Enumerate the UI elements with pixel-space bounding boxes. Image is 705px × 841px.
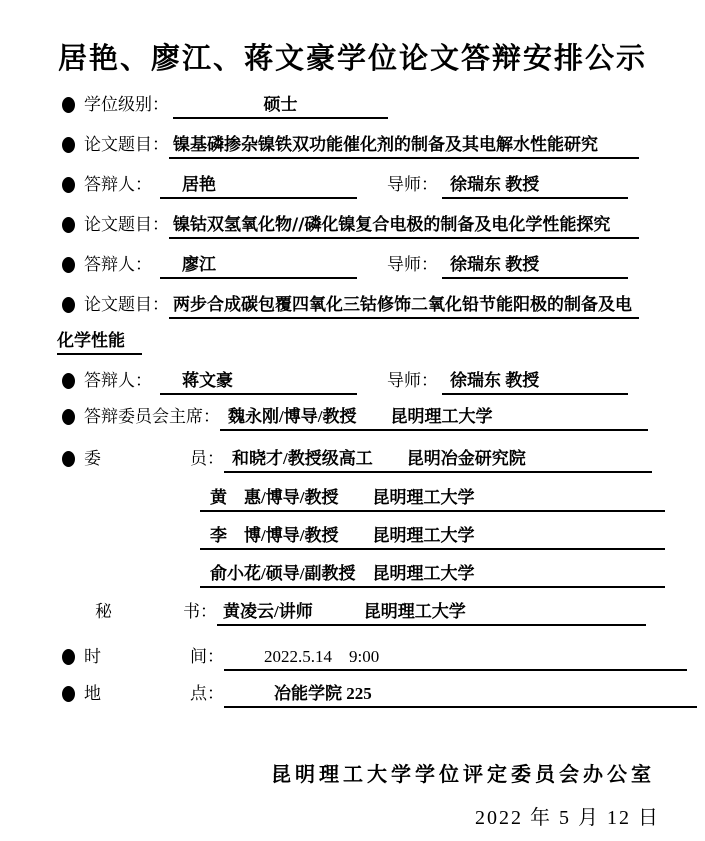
- time-label-second: 间：: [190, 647, 224, 666]
- secretary-label-second: 书：: [183, 602, 217, 621]
- time-label-first: 时: [84, 647, 101, 666]
- member-value-2: 黄 惠/博导/教授 昆明理工大学: [200, 483, 665, 512]
- defender-name-3: 蒋文豪: [160, 366, 357, 395]
- secretary-label: [95, 597, 217, 622]
- bullet-icon: [62, 177, 75, 193]
- thesis-label: 论文题目：: [84, 135, 169, 154]
- defender-name-2: 廖江: [160, 250, 357, 279]
- secretary-row: [95, 597, 646, 626]
- supervisor-label: 导师：: [387, 255, 438, 274]
- bullet-icon: [62, 686, 75, 702]
- thesis-label: 论文题目：: [84, 295, 169, 314]
- page-title: 居艳、廖江、蒋文豪学位论文答辩安排公示: [57, 41, 647, 75]
- member-label-first: 委: [84, 449, 101, 468]
- member-label-second: 员：: [190, 449, 224, 468]
- defender-row-2: [62, 250, 628, 279]
- supervisor-name-2: 徐瑞东 教授: [442, 250, 628, 279]
- time-label: [84, 642, 224, 667]
- member-row-3: [200, 521, 665, 550]
- bullet-icon: [62, 373, 75, 389]
- bullet-icon: [62, 217, 75, 233]
- thesis-title-3-line1: 两步合成碳包覆四氧化三钴修饰二氧化铅节能阳极的制备及电: [169, 290, 639, 319]
- thesis-row-3-continuation: [57, 326, 142, 355]
- degree-label: 学位级别：: [84, 95, 169, 114]
- defender-row-3: [62, 366, 628, 395]
- thesis-row-1: [62, 130, 639, 159]
- thesis-row-2: [62, 210, 639, 239]
- thesis-label: 论文题目：: [84, 215, 169, 234]
- bullet-icon: [62, 297, 75, 313]
- place-row: [62, 679, 697, 708]
- member-value-1: 和晓才/教授级高工 昆明冶金研究院: [224, 444, 652, 473]
- footer-office: 昆明理工大学学位评定委员会办公室: [271, 764, 655, 786]
- supervisor-label: 导师：: [387, 175, 438, 194]
- bullet-icon: [62, 409, 75, 425]
- degree-value: 硕士: [173, 90, 388, 119]
- supervisor-label: 导师：: [387, 371, 438, 390]
- member-row-2: [200, 483, 665, 512]
- chair-value: 魏永刚/博导/教授 昆明理工大学: [220, 402, 648, 431]
- member-value-3: 李 博/博导/教授 昆明理工大学: [200, 521, 665, 550]
- defender-name-1: 居艳: [160, 170, 357, 199]
- defender-label: 答辩人：: [84, 175, 152, 194]
- bullet-icon: [62, 649, 75, 665]
- time-value: 2022.5.14 9:00: [224, 642, 687, 671]
- thesis-row-3: [62, 290, 639, 319]
- chair-row: [62, 402, 648, 431]
- thesis-title-3-line2: 化学性能: [57, 326, 142, 355]
- place-value: 冶能学院 225: [224, 679, 697, 708]
- bullet-icon: [62, 97, 75, 113]
- place-label: [84, 679, 224, 704]
- thesis-title-1: 镍基磷掺杂镍铁双功能催化剂的制备及其电解水性能研究: [169, 130, 639, 159]
- bullet-icon: [62, 451, 75, 467]
- footer-date: 2022 年 5 月 12 日: [475, 807, 660, 829]
- bullet-icon: [62, 137, 75, 153]
- chair-label: 答辩委员会主席：: [84, 407, 220, 426]
- time-row: [62, 642, 687, 671]
- member-row-4: [200, 559, 665, 588]
- thesis-title-2: 镍钴双氢氧化物//磷化镍复合电极的制备及电化学性能探究: [169, 210, 639, 239]
- place-label-second: 点：: [190, 684, 224, 703]
- place-label-first: 地: [84, 684, 101, 703]
- member-row-1: [62, 444, 652, 473]
- member-label: [84, 444, 224, 469]
- supervisor-name-3: 徐瑞东 教授: [442, 366, 628, 395]
- supervisor-name-1: 徐瑞东 教授: [442, 170, 628, 199]
- defender-label: 答辩人：: [84, 371, 152, 390]
- bullet-icon: [62, 257, 75, 273]
- defender-label: 答辩人：: [84, 255, 152, 274]
- degree-row: [62, 90, 388, 119]
- secretary-value: 黄凌云/讲师 昆明理工大学: [217, 597, 646, 626]
- member-value-4: 俞小花/硕导/副教授 昆明理工大学: [200, 559, 665, 588]
- defender-row-1: [62, 170, 628, 199]
- secretary-label-first: 秘: [95, 602, 112, 621]
